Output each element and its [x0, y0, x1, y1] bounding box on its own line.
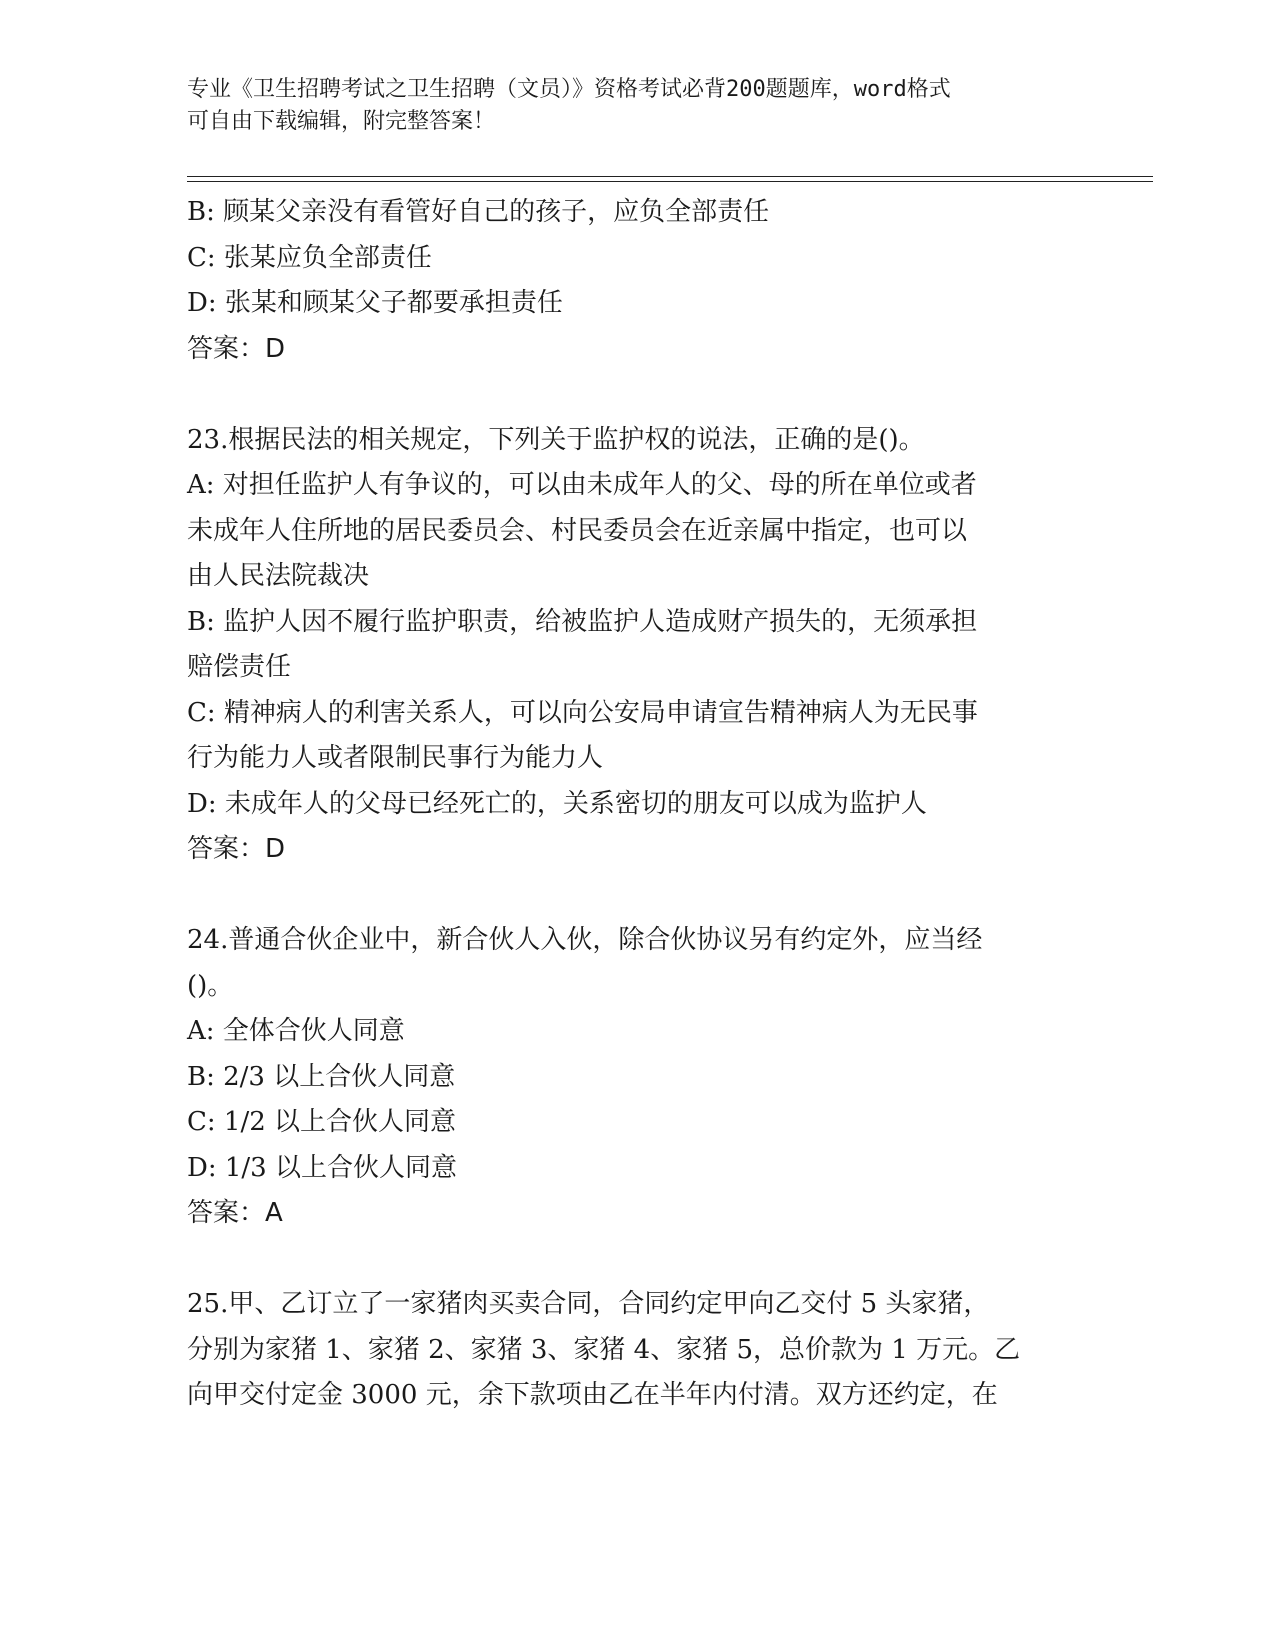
option-a-line-1: A: 对担任监护人有争议的，可以由未成年人的父、母的所在单位或者 [187, 470, 977, 500]
option-c-line-2: 行为能力人或者限制民事行为能力人 [187, 743, 604, 773]
option-c-line-1: C: 精神病人的利害关系人，可以向公安局申请宣告精神病人为无民事 [187, 697, 978, 728]
question-23 [187, 418, 1067, 873]
option-b-line-2: 赔偿责任 [187, 652, 292, 682]
question-spacer [187, 372, 1067, 418]
question-25 [187, 1282, 1067, 1419]
question-spacer [187, 1237, 1067, 1283]
option-c: C: 1/2 以上合伙人同意 [187, 1107, 457, 1137]
option-a-line-2: 未成年人住所地的居民委员会、村民委员会在近亲属中指定，也可以 [187, 515, 968, 546]
document-header [187, 74, 1087, 138]
option-a-line-3: 由人民法院裁决 [187, 561, 370, 591]
question-spacer [187, 873, 1067, 919]
header-title-line-1: 专业《卫生招聘考试之卫生招聘（文员）》资格考试必背200题题库，word格式 [187, 77, 951, 102]
option-d: D: 1/3 以上合伙人同意 [187, 1152, 457, 1183]
document-body [187, 190, 1067, 1419]
option-b: B: 顾某父亲没有看管好自己的孩子，应负全部责任 [187, 197, 770, 227]
question-text-line-2: 分别为家猪 1、家猪 2、家猪 3、家猪 4、家猪 5，总价款为 1 万元。乙 [187, 1334, 1021, 1365]
header-divider-bottom [187, 181, 1153, 182]
question-text-line-1: 25.甲、乙订立了一家猪肉买卖合同，合同约定甲向乙交付 5 头家猪， [187, 1289, 990, 1319]
option-d: D: 未成年人的父母已经死亡的，关系密切的朋友可以成为监护人 [187, 788, 927, 819]
option-b: B: 2/3 以上合伙人同意 [187, 1061, 456, 1092]
question-22-tail [187, 190, 1067, 372]
option-b-line-1: B: 监护人因不履行监护职责，给被监护人造成财产损失的，无须承担 [187, 606, 978, 637]
answer-line: 答案：A [187, 1198, 283, 1228]
question-24 [187, 918, 1067, 1237]
option-a: A: 全体合伙人同意 [187, 1016, 405, 1046]
question-text-line-1: 24.普通合伙企业中，新合伙人入伙，除合伙协议另有约定外，应当经 [187, 925, 983, 955]
option-c: C: 张某应负全部责任 [187, 242, 432, 273]
question-text-line-2: ()。 [187, 970, 234, 1001]
header-title-line-2: 可自由下载编辑，附完整答案！ [187, 109, 496, 134]
answer-line: 答案：D [187, 333, 286, 364]
header-divider-top [187, 176, 1153, 177]
question-text: 23.根据民法的相关规定，下列关于监护权的说法，正确的是()。 [187, 424, 925, 455]
answer-line: 答案：D [187, 834, 286, 864]
question-text-line-3: 向甲交付定金 3000 元，余下款项由乙在半年内付清。双方还约定，在 [187, 1380, 998, 1410]
option-d: D: 张某和顾某父子都要承担责任 [187, 288, 563, 318]
